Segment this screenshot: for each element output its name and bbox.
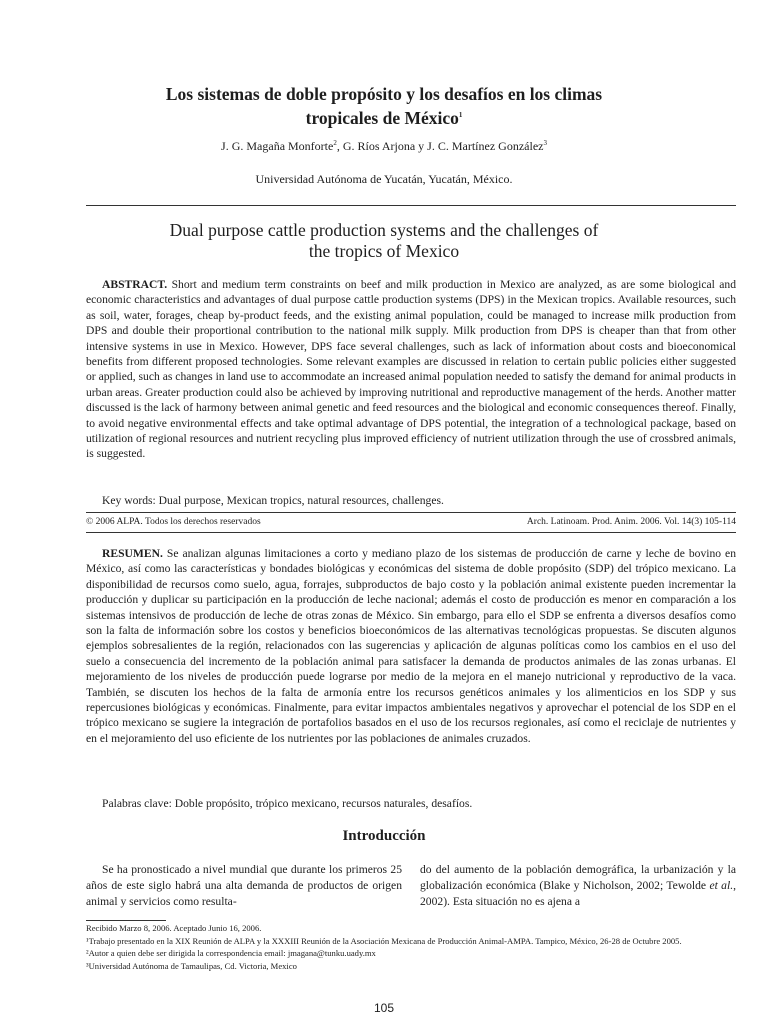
author-1: J. G. Magaña Monforte — [221, 139, 334, 153]
abstract-text: Short and medium term constraints on beef and milk production in Mexico are analyzed, as are some biological and economic characteristics and advantages of dual purpose cattle production systems (DPS) in the Mexican tropics. Available resources, such as soil, water, forages, cheap by-product feeds, and the existing animal population, could be managed to increase milk production from DPS and double their proportional contribution to the national milk supply. Milk production from DPS is cheaper than that from other intensive systems in use in Mexico. However, DPS face several challenges, such as lack of information about costs and bioeconomical benefits from different proposed technologies. Some relevant examples are discussed in relation to certain public policies either suggested or applied, such as changes in land use to accommodate an increased animal population needed to satisfy the demand for animal products in urban areas. Greater production could also be achieved by improving nutritional and reproductive management of the herds. Another matter discussed is the lack of harmony between animal genetic and feed resources and the biological and economic consequences thereof. Finally, to avoid negative environmental effects and take optimal advantage of DPS potential, the integration of a technological package, based on utilization of regional resources and nutrient recycling plus improved efficiency of nutrient utilization through the use of crossbred animals, is suggested. — [86, 278, 736, 461]
title-spanish-line1: Los sistemas de doble propósito y los desafíos en los climas — [165, 84, 603, 104]
footnote-divider — [86, 920, 166, 921]
journal-citation: Arch. Latinoam. Prod. Anim. 2006. Vol. 14(3) 105-114 — [526, 517, 736, 527]
resumen-text: Se analizan algunas limitaciones a corto y mediano plazo de los sistemas de producción de carne y leche de bovino en México, así como las características y bondades biológicas y económicas del sistema de doble propósito (SDP) del trópico mexicano. La disponibilidad de recursos como suelo, agua, forrajes, subproductos de bajo costo y la población animal existente pueden incrementar la producción y duplicar su participación en la producción de leche nacional; además el costo de producción es menor en comparación a los sistemas intensivos de producción de leche de otras zonas de México. Sin embargo, para ello el SDP se enfrenta a diversos desafíos como son la falta de información sobre los costos y beneficios bioeconómicos de las alternativas tecnológicas propuestas. Se discuten algunos ejemplos sobresalientes de la región, relacionados con las sugerencias y aplicación de algunas políticas como los cambios en el uso del suelo a consecuencia del incremento de la población animal para satisfacer la demanda de productos animales de las zonas urbanas. El mejoramiento de los niveles de producción puede lograrse por medio de la mejora en el manejo nutricional y reproductivo de la vaca. También, se discuten los hechos de la falta de armonía entre los recursos genéticos animales y los alimenticios en los SDP y sus repercusiones biológicas y económicas. Finalmente, para evitar impactos ambientales negativos y aprovechar el potencial de los SDP en el trópico mexicano se sugiere la integración de portafolios basados en el uso de los recursos regionales, así como el reciclaje de nutrientes y en el mejoramiento del uso eficiente de los nutrientes por las poblaciones de animales cruzados. — [86, 547, 737, 745]
abstract-paragraph — [86, 277, 736, 462]
keywords-english: Key words: Dual purpose, Mexican tropics, natural resources, challenges. — [102, 494, 444, 507]
authors-line — [0, 139, 768, 154]
intro-column-left: Se ha pronosticado a nivel mundial que durante los primeros 25 años de este siglo habrá una alta demanda de productos de origen animal y servicios como resulta- — [86, 863, 402, 908]
footnote-3: ³Universidad Autónoma de Tamaulipas, Cd. Victoria, Mexico — [86, 960, 297, 971]
copyright-row — [86, 517, 736, 527]
footnote-2: ²Autor a quien debe ser dirigida la correspondencia email: jmagana@tunku.uady.mx — [86, 948, 376, 959]
title-english-line2: the tropics of Mexico — [308, 241, 460, 261]
title-english — [0, 220, 768, 262]
affiliation: Universidad Autónoma de Yucatán, Yucatán, México. — [255, 172, 513, 186]
title-footnote-mark: 1 — [458, 111, 463, 119]
keywords-spanish: Palabras clave: Doble propósito, trópico mexicano, recursos naturales, desafíos. — [102, 797, 473, 810]
copyright-text: © 2006 ALPA. Todos los derechos reservados — [86, 517, 261, 527]
introduction-heading: Introducción — [342, 828, 426, 844]
author-2: G. Ríos Arjona y J. C. Martínez González — [342, 139, 544, 153]
resumen-paragraph — [86, 546, 736, 746]
title-english-line1: Dual purpose cattle production systems and the challenges of — [169, 220, 599, 240]
resumen-label: RESUMEN. — [102, 547, 163, 560]
author-2-mark: 3 — [543, 139, 547, 147]
intro-right-text-a: do del aumento de la población demográfica, la urbanización y la globalización económica (Blake y Nicholson, 2002; Tewolde — [420, 863, 736, 892]
intro-right-text-b: , 2002). Esta situación no es ajena a — [420, 879, 736, 908]
intro-column-right — [420, 862, 736, 910]
abstract-label: ABSTRACT. — [102, 278, 168, 291]
header-divider — [86, 205, 736, 206]
footnote-received: Recibido Marzo 8, 2006. Aceptado Junio 16, 2006. — [86, 923, 262, 933]
author-1-mark: 2 — [333, 139, 337, 147]
copyright-divider — [86, 532, 736, 533]
title-spanish — [0, 84, 768, 129]
footnotes — [86, 922, 736, 972]
page-number: 105 — [373, 1001, 395, 1015]
footnote-1: ¹Trabajo presentado en la XIX Reunión de ALPA y la XXXIII Reunión de la Asociación Mexicana de Producción Animal-AMPA. Tampico, México, 26-28 de Octubre 2005. — [86, 935, 682, 946]
intro-right-etal: et al. — [709, 879, 734, 892]
authors-separator: , — [336, 139, 343, 153]
abstract-divider — [86, 512, 736, 513]
title-spanish-line2: tropicales de México — [305, 107, 459, 128]
